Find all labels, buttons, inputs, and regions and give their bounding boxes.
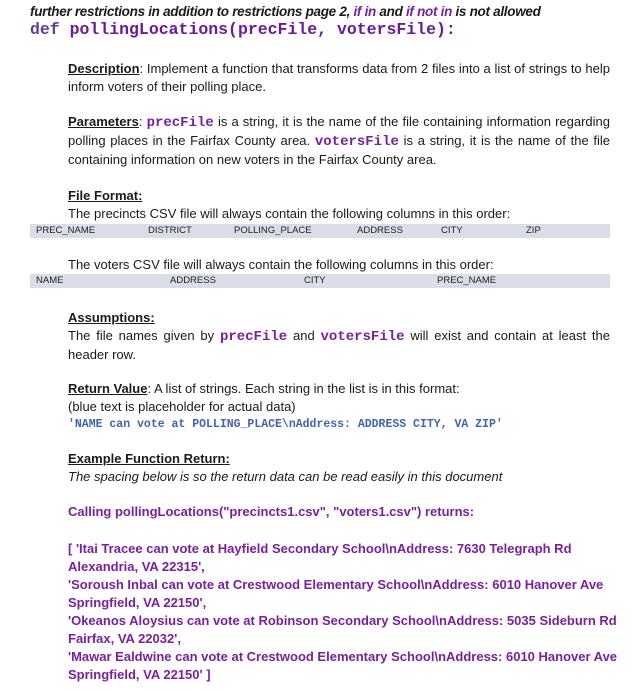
parameters-section: Parameters: precFile is a string, it is the name of the file containing information regarding polling places in the Fairfax County area. votersFile is a string, it is the name of the file containing information on new voters in the Fairfax County area.	[68, 114, 610, 167]
file-format-section	[68, 187, 610, 223]
example-calling: Calling pollingLocations("precincts1.csv", "voters1.csv") returns:	[68, 504, 475, 519]
assumptions-precfile: precFile	[219, 329, 288, 345]
return-value-heading: Return Value	[68, 381, 148, 396]
example-return-list	[68, 540, 618, 684]
return-value-line: Return Value: A list of strings. Each string in the list is in this format:	[68, 381, 460, 396]
assumptions-heading: Assumptions:	[68, 310, 155, 325]
column-header: ADDRESS	[357, 225, 403, 236]
param-precfile: precFile	[146, 115, 214, 131]
return-line: Springfield, VA 22150' ]	[68, 667, 211, 682]
param-votersfile-text: is a string, it is the name of the file containing information on new voters in the Fairfax County area.	[68, 133, 610, 167]
column-header: ZIP	[526, 225, 541, 236]
example-section	[68, 450, 610, 486]
restrictions-and: and	[379, 4, 403, 19]
return-line: Fairfax, VA 22032',	[68, 631, 181, 646]
return-value-section	[68, 380, 610, 434]
return-value-text: A list of strings. Each string in the list is in this format:	[153, 381, 460, 396]
restrictions-prefix: further restrictions in addition to restrictions page 2,	[30, 4, 351, 19]
assumptions-section	[68, 309, 610, 364]
return-line: [ 'Itai Tracee can vote at Hayfield Secondary School\nAddress: 7630 Telegraph Rd	[68, 541, 572, 556]
return-line: Alexandria, VA 22315',	[68, 559, 205, 574]
restrictions-if-not-in: if not in	[405, 4, 453, 19]
assumptions-and: and	[292, 328, 315, 343]
voters-columns-text: The voters CSV file will always contain the following columns in this order:	[68, 257, 494, 272]
function-signature	[30, 20, 456, 39]
restrictions-suffix: is not allowed	[455, 4, 541, 19]
restrictions-note	[30, 4, 541, 19]
example-note: The spacing below is so the return data can be read easily in this document	[68, 469, 503, 484]
description-section: Description: Implement a function that transforms data from 2 files into a list of strings to help inform voters of their polling place.	[68, 61, 610, 94]
return-value-note: (blue text is placeholder for actual data)	[68, 399, 296, 414]
precincts-columns-table	[30, 224, 610, 238]
description-text: Implement a function that transforms data from 2 files into a list of strings to help inform voters of their polling place.	[68, 61, 610, 94]
assumptions-text-a: The file names given by	[68, 328, 215, 343]
param-precfile-text: is a string, it is the name of the file containing information regarding polling places in the Fairfax County area.	[68, 114, 610, 148]
precincts-columns-text: The precincts CSV file will always contain the following columns in this order:	[68, 206, 511, 221]
return-line: Springfield, VA 22150',	[68, 595, 207, 610]
param-votersfile: votersFile	[314, 134, 399, 150]
return-line: 'Soroush Inbal can vote at Crestwood Elementary School\nAddress: 6010 Hanover Ave	[68, 577, 604, 592]
column-header: NAME	[36, 275, 64, 286]
voters-columns-table	[30, 274, 610, 288]
column-header: POLLING_PLACE	[234, 225, 312, 236]
example-heading: Example Function Return:	[68, 451, 230, 466]
column-header: ADDRESS	[170, 275, 216, 286]
column-header: DISTRICT	[148, 225, 192, 236]
return-value-format: 'NAME can vote at POLLING_PLACE\nAddress: ADDRESS CITY, VA ZIP'	[68, 418, 503, 431]
column-header: CITY	[441, 225, 463, 236]
return-line: 'Mawar Ealdwine can vote at Crestwood Elementary School\nAddress: 6010 Hanover Ave	[68, 649, 618, 664]
description-heading: Description	[68, 61, 140, 76]
return-line: 'Okeanos Aloysius can vote at Robinson Secondary School\nAddress: 5035 Sideburn Rd	[68, 613, 617, 628]
column-header: PREC_NAME	[437, 275, 497, 286]
parameters-heading: Parameters	[68, 114, 139, 129]
file-format-heading: File Format:	[68, 188, 143, 203]
assumptions-text-b: will exist and contain at least the header row.	[68, 328, 611, 362]
column-header: CITY	[304, 275, 326, 286]
def-keyword: def	[30, 20, 60, 39]
restrictions-if-in: if in	[353, 4, 376, 19]
assumptions-body	[68, 327, 610, 364]
column-header: PREC_NAME	[36, 225, 96, 236]
signature-rest: pollingLocations(precFile, votersFile):	[69, 20, 456, 39]
assumptions-votersfile: votersFile	[320, 329, 405, 345]
